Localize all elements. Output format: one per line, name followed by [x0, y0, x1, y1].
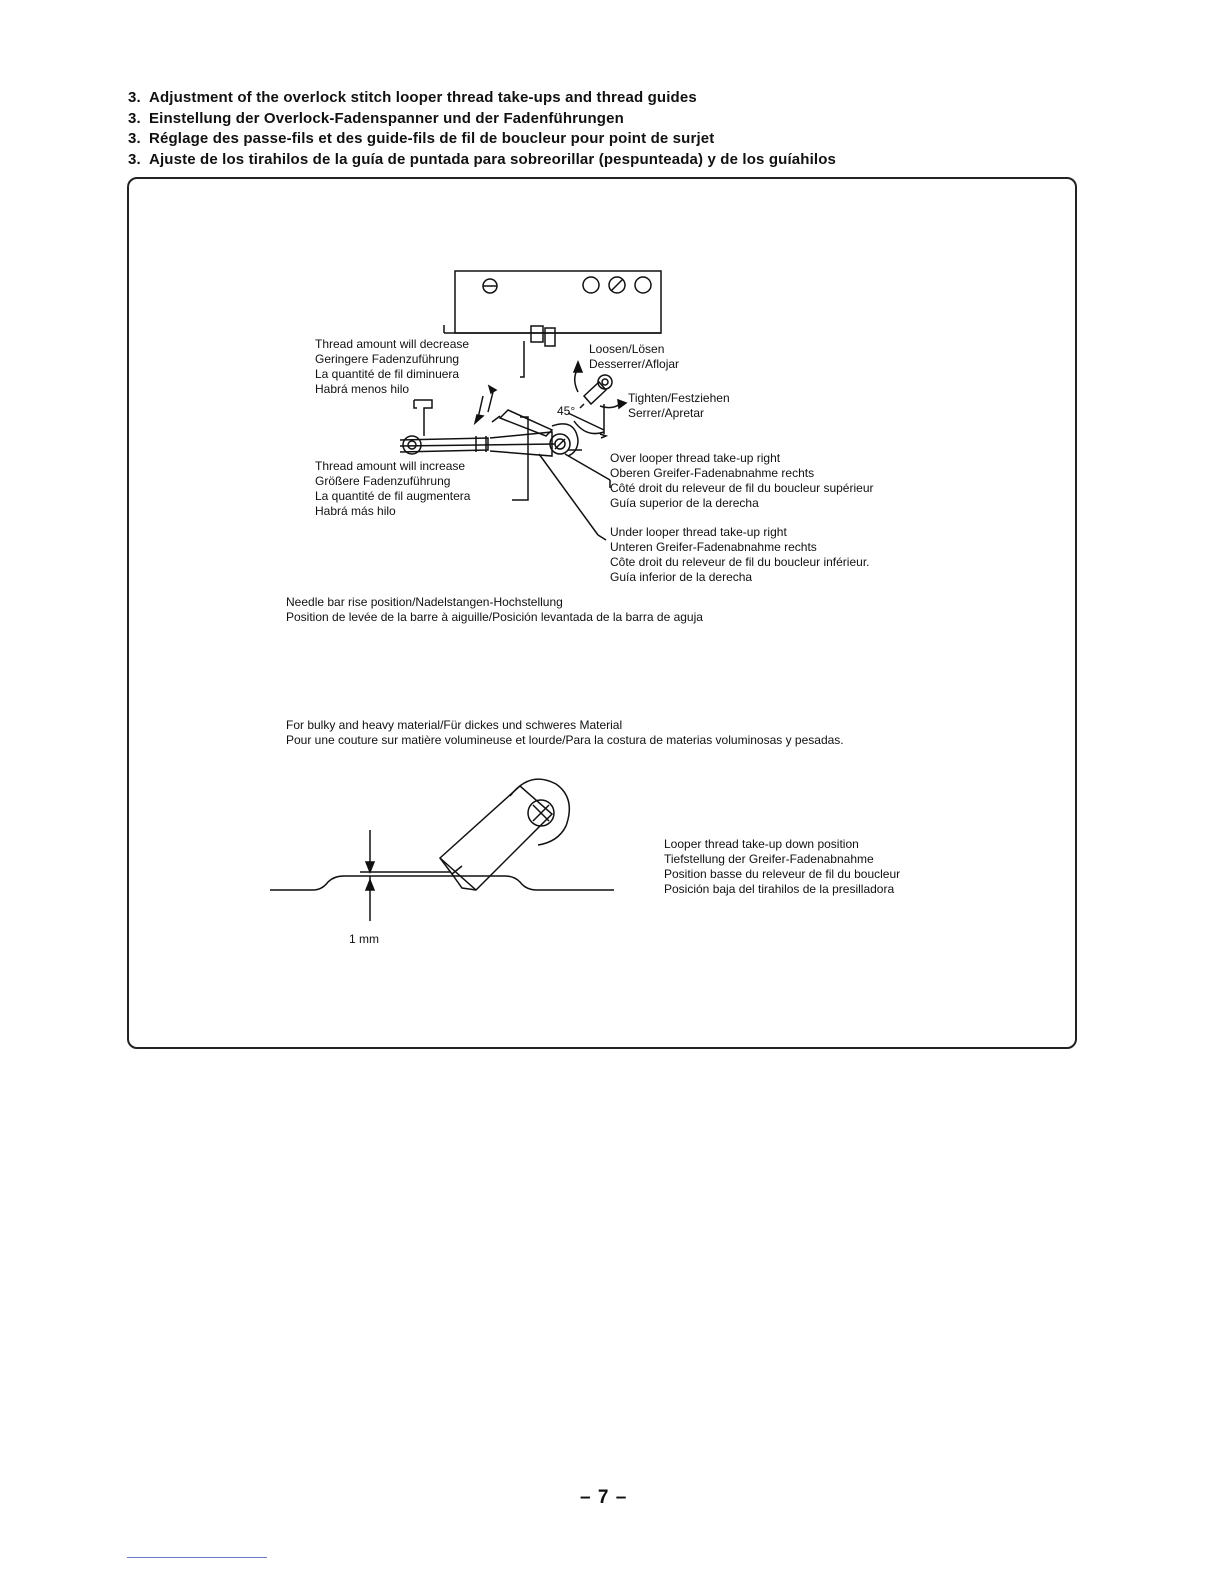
footer-rule: [127, 1557, 267, 1558]
caption-bulky-material: For bulky and heavy material/Für dickes und schweres Material Pour une couture sur matière volumineuse et lourde/Para la costura de materias voluminosas y pesadas.: [286, 718, 844, 747]
label-looper-down-position: Looper thread take-up down position Tiefstellung der Greifer-Fadenabnahme Position basse du releveur de fil du boucleur Posición baja del tirahilos de la presilladora: [664, 837, 901, 896]
label-dimension: 1 mm: [349, 932, 379, 946]
heading-es: 3. Ajuste de los tirahilos de la guía de puntada para sobreorillar (pespunteada) y de los guíahilos: [128, 150, 837, 168]
heading-fr: 3. Réglage des passe-fils et des guide-fils de fil de boucleur pour point de surjet: [128, 130, 715, 148]
label-thread-decrease: Thread amount will decrease Geringere Fadenzuführung La quantité de fil diminuera Habrá menos hilo: [315, 337, 470, 396]
page-number: – 7 –: [580, 1487, 628, 1508]
label-angle: 45°: [557, 404, 576, 418]
looper-down-position-diagram: [270, 779, 614, 921]
caption-needle-bar: Needle bar rise position/Nadelstangen-Hochstellung Position de levée de la barre à aiguille/Posición levantada de la barra de aguja: [286, 595, 703, 624]
label-under-looper: Under looper thread take-up right Unteren Greifer-Fadenabnahme rechts Côte droit du releveur de fil du boucleur inférieur. Guía inferior de la derecha: [610, 525, 870, 584]
label-tighten: Tighten/Festziehen Serrer/Apretar: [628, 391, 730, 420]
heading-en: 3. Adjustment of the overlock stitch looper thread take-ups and thread guides: [128, 89, 697, 106]
label-over-looper: Over looper thread take-up right Oberen Greifer-Fadenabnahme rechts Côté droit du releveur de fil du boucleur supérieur Guía superior de la derecha: [610, 451, 874, 510]
heading-de: 3. Einstellung der Overlock-Fadenspanner und der Fadenführungen: [128, 109, 624, 127]
label-loosen: Loosen/Lösen Desserrer/Aflojar: [589, 342, 680, 371]
label-thread-increase: Thread amount will increase Größere Fadenzuführung La quantité de fil augmentera Habrá más hilo: [315, 459, 471, 518]
